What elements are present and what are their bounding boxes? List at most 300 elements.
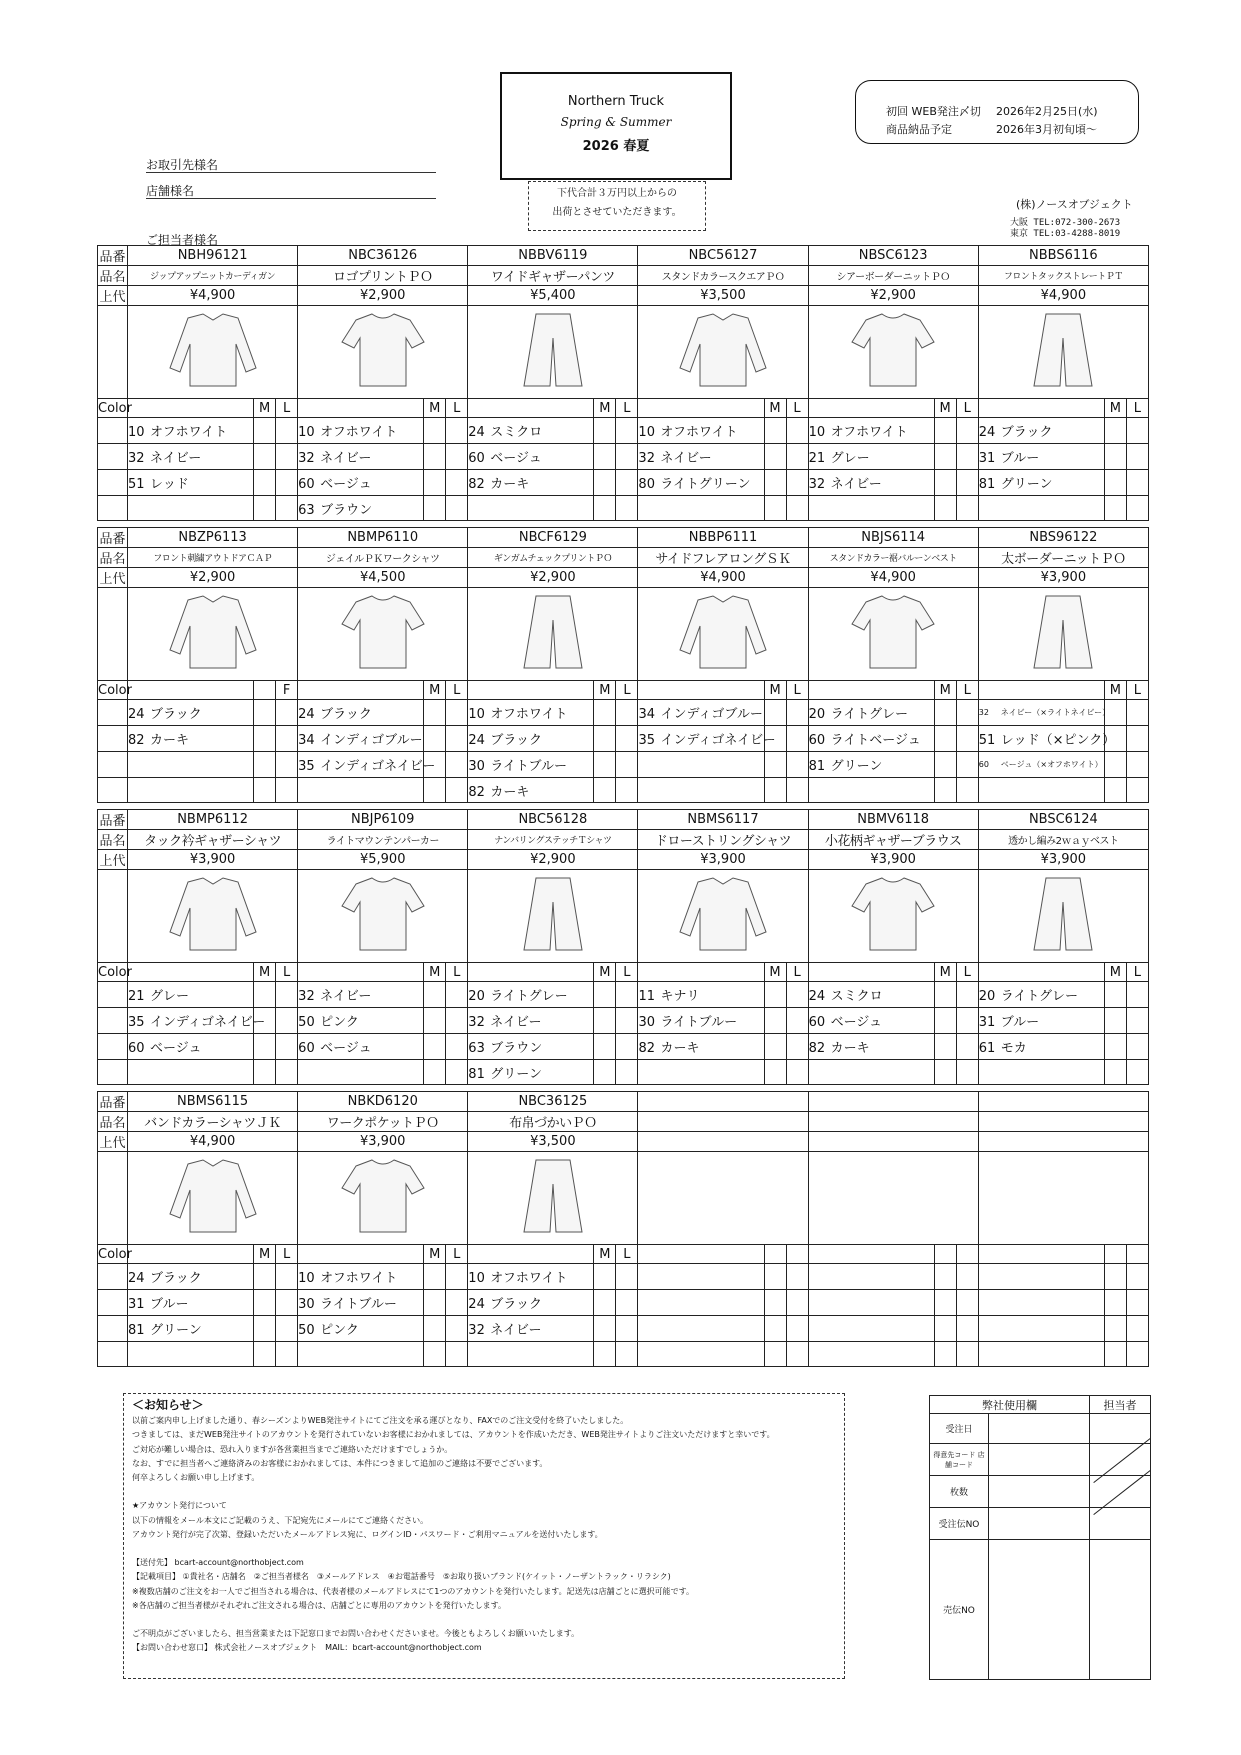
quantity-cell[interactable] bbox=[934, 1342, 956, 1367]
quantity-cell[interactable] bbox=[1126, 470, 1148, 496]
order-date-person[interactable] bbox=[1090, 1414, 1151, 1444]
product-code: NBH96121 bbox=[128, 246, 298, 266]
quantity-cell[interactable] bbox=[764, 1034, 786, 1060]
quantity-cell[interactable] bbox=[616, 1316, 638, 1342]
product-code: NBC56128 bbox=[468, 810, 638, 830]
notice-line: アカウント発行が完了次第、登録いただいたメールアドレス宛に、ログインID・パスワード・ご利用マニュアルを送付いたします。 bbox=[132, 1529, 603, 1539]
quantity-cell[interactable] bbox=[1126, 1316, 1148, 1342]
quantity-cell[interactable] bbox=[254, 778, 276, 803]
color-option bbox=[638, 470, 764, 496]
quantity-cell[interactable] bbox=[956, 778, 978, 803]
quantity-cell[interactable] bbox=[934, 1264, 956, 1290]
quantity-cell[interactable] bbox=[276, 778, 298, 803]
color-code: 50 bbox=[298, 1015, 315, 1030]
quantity-cell[interactable] bbox=[616, 1342, 638, 1367]
quantity-cell[interactable] bbox=[786, 418, 808, 444]
quantity-cell[interactable] bbox=[1126, 1008, 1148, 1034]
product-image bbox=[468, 588, 638, 681]
quantity-cell[interactable] bbox=[276, 444, 298, 470]
quantity-cell[interactable] bbox=[254, 726, 276, 752]
quantity-cell[interactable] bbox=[594, 1342, 616, 1367]
quantity-cell[interactable] bbox=[1104, 752, 1126, 778]
product-code: NBSC6124 bbox=[978, 810, 1148, 830]
quantity-cell[interactable] bbox=[786, 1060, 808, 1085]
quantity-cell[interactable] bbox=[956, 418, 978, 444]
color-name: ネイビー bbox=[320, 989, 372, 1004]
quantity-cell[interactable] bbox=[446, 726, 468, 752]
quantity-cell[interactable] bbox=[956, 1034, 978, 1060]
quantity-cell[interactable] bbox=[764, 470, 786, 496]
color-option bbox=[808, 982, 934, 1008]
quantity-cell[interactable] bbox=[1126, 444, 1148, 470]
quantity-cell[interactable] bbox=[786, 1316, 808, 1342]
quantity-cell[interactable] bbox=[956, 982, 978, 1008]
product-code: NBBS6116 bbox=[978, 246, 1148, 266]
product-image bbox=[128, 870, 298, 963]
color-option bbox=[808, 752, 934, 778]
quantity-cell[interactable] bbox=[276, 1290, 298, 1316]
quantity-cell[interactable] bbox=[1104, 470, 1126, 496]
garment-sketch-icon bbox=[668, 590, 778, 674]
quantity-cell[interactable] bbox=[786, 1034, 808, 1060]
quantity-cell[interactable] bbox=[424, 1060, 446, 1085]
quantity-cell[interactable] bbox=[956, 700, 978, 726]
quantity-cell[interactable] bbox=[764, 1316, 786, 1342]
size-label: M bbox=[424, 399, 446, 418]
quantity-cell[interactable] bbox=[956, 1060, 978, 1085]
quantity-cell[interactable] bbox=[594, 1316, 616, 1342]
quantity-cell[interactable] bbox=[764, 496, 786, 521]
size-label: M bbox=[764, 681, 786, 700]
size-label: M bbox=[424, 681, 446, 700]
order-slip-person[interactable] bbox=[1090, 1508, 1151, 1540]
color-name: ブラック bbox=[490, 1297, 543, 1312]
quantity-cell[interactable] bbox=[446, 444, 468, 470]
quantity-cell[interactable] bbox=[1104, 1264, 1126, 1290]
row-spacer bbox=[98, 726, 128, 752]
color-option bbox=[808, 1342, 934, 1367]
color-option bbox=[808, 444, 934, 470]
quantity-cell[interactable] bbox=[594, 726, 616, 752]
contact-name-field[interactable]: ご担当者様名 bbox=[146, 233, 219, 247]
quantity-cell[interactable] bbox=[764, 752, 786, 778]
quantity-cell[interactable] bbox=[254, 1290, 276, 1316]
quantity-cell[interactable] bbox=[956, 752, 978, 778]
quantity-cell[interactable] bbox=[424, 1316, 446, 1342]
product-code: NBBV6119 bbox=[468, 246, 638, 266]
product-name: サイドフレアロングＳＫ bbox=[638, 548, 808, 568]
product-name: ナンバリングステッチＴシャツ bbox=[468, 830, 638, 850]
quantity-cell[interactable] bbox=[934, 470, 956, 496]
quantity-cell[interactable] bbox=[616, 470, 638, 496]
product-code: NBMS6117 bbox=[638, 810, 808, 830]
color-name: ベージュ bbox=[490, 451, 542, 466]
quantity-cell[interactable] bbox=[616, 982, 638, 1008]
telephone-numbers: 大阪 TEL:072-300-2673 東京 TEL:03-4288-8019 bbox=[1010, 218, 1121, 239]
quantity-cell[interactable] bbox=[956, 1290, 978, 1316]
quantity-cell[interactable] bbox=[934, 1008, 956, 1034]
color-code: 34 bbox=[298, 733, 315, 748]
quantity-cell[interactable] bbox=[424, 444, 446, 470]
quantity-cell[interactable] bbox=[1126, 982, 1148, 1008]
color-name: オフホワイト bbox=[150, 425, 228, 440]
product-price: ¥3,900 bbox=[128, 850, 298, 870]
color-name: ライトブルー bbox=[660, 1015, 738, 1030]
garment-sketch-icon bbox=[328, 308, 438, 392]
quantity-cell[interactable] bbox=[1126, 1342, 1148, 1367]
quantity-cell[interactable] bbox=[956, 1008, 978, 1034]
quantity-cell[interactable] bbox=[254, 1060, 276, 1085]
size-label: M bbox=[254, 399, 276, 418]
quantity-cell[interactable] bbox=[1126, 726, 1148, 752]
quantity-cell[interactable] bbox=[424, 1034, 446, 1060]
color-name: ライトベージュ bbox=[830, 733, 921, 748]
quantity-cell[interactable] bbox=[424, 1342, 446, 1367]
color-name: グリーン bbox=[490, 1066, 543, 1082]
quantity-cell[interactable] bbox=[1104, 1342, 1126, 1367]
quantity-cell[interactable] bbox=[1126, 752, 1148, 778]
row-spacer bbox=[98, 1290, 128, 1316]
quantity-cell[interactable] bbox=[764, 1264, 786, 1290]
quantity-cell[interactable] bbox=[276, 470, 298, 496]
color-option bbox=[298, 778, 424, 803]
product-code bbox=[638, 1092, 808, 1112]
quantity-cell[interactable] bbox=[276, 700, 298, 726]
quantity-cell[interactable] bbox=[786, 1342, 808, 1367]
color-option bbox=[978, 778, 1104, 803]
quantity-cell[interactable] bbox=[446, 1034, 468, 1060]
quantity-cell[interactable] bbox=[594, 1060, 616, 1085]
quantity-cell[interactable] bbox=[1104, 982, 1126, 1008]
quantity-cell[interactable] bbox=[786, 1264, 808, 1290]
quantity-cell[interactable] bbox=[934, 1060, 956, 1085]
quantity-cell[interactable] bbox=[276, 418, 298, 444]
quantity-cell[interactable] bbox=[786, 470, 808, 496]
size-spacer bbox=[638, 1245, 764, 1264]
quantity-cell[interactable] bbox=[1104, 1290, 1126, 1316]
product-code: NBMS6115 bbox=[128, 1092, 298, 1112]
quantity-cell[interactable] bbox=[254, 700, 276, 726]
garment-sketch-icon bbox=[158, 872, 268, 956]
quantity-cell[interactable] bbox=[424, 1264, 446, 1290]
quantity-cell[interactable] bbox=[424, 700, 446, 726]
quantity-cell[interactable] bbox=[764, 982, 786, 1008]
color-option bbox=[808, 418, 934, 444]
quantity-cell[interactable] bbox=[254, 1316, 276, 1342]
color-code: 20 bbox=[808, 707, 826, 722]
color-option bbox=[638, 444, 764, 470]
size-spacer bbox=[638, 681, 764, 700]
quantity-cell[interactable] bbox=[616, 1290, 638, 1316]
product-code: NBJP6109 bbox=[298, 810, 468, 830]
quantity-cell[interactable] bbox=[276, 1264, 298, 1290]
customer-name-field[interactable]: お取引先様名 bbox=[146, 156, 218, 173]
color-option bbox=[128, 470, 254, 496]
quantity-cell[interactable] bbox=[616, 1264, 638, 1290]
size-label: L bbox=[956, 399, 978, 418]
quantity-cell[interactable] bbox=[276, 1008, 298, 1034]
quantity-cell[interactable] bbox=[616, 752, 638, 778]
quantity-cell[interactable] bbox=[446, 1342, 468, 1367]
quantity-cell[interactable] bbox=[956, 496, 978, 521]
product-image bbox=[468, 306, 638, 399]
color-name: ライトブルー bbox=[320, 1297, 397, 1312]
order-date-cell[interactable] bbox=[989, 1414, 1090, 1444]
quantity-cell[interactable] bbox=[616, 726, 638, 752]
color-code: 63 bbox=[468, 1041, 485, 1056]
quantity-cell[interactable] bbox=[934, 444, 956, 470]
quantity-cell[interactable] bbox=[764, 444, 786, 470]
quantity-cell[interactable] bbox=[764, 778, 786, 803]
quantity-cell[interactable] bbox=[254, 496, 276, 521]
color-option bbox=[638, 982, 764, 1008]
color-code: 60 bbox=[808, 1015, 826, 1030]
product-price: ¥2,900 bbox=[128, 568, 298, 588]
color-name: ベージュ bbox=[320, 477, 372, 492]
quantity-cell[interactable] bbox=[786, 444, 808, 470]
quantity-cell[interactable] bbox=[276, 1316, 298, 1342]
quantity-cell[interactable] bbox=[786, 496, 808, 521]
brand-name: Northern Truck bbox=[567, 94, 665, 109]
color-code: 10 bbox=[128, 425, 145, 440]
quantity-cell[interactable] bbox=[254, 1342, 276, 1367]
size-label: L bbox=[446, 681, 468, 700]
quantity-cell[interactable] bbox=[424, 496, 446, 521]
quantity-cell[interactable] bbox=[446, 1060, 468, 1085]
quantity-cell[interactable] bbox=[956, 444, 978, 470]
quantity-cell[interactable] bbox=[1126, 778, 1148, 803]
notice-line: ご対応が難しい場合は、恐れ入りますが各営業担当までご連絡いただけますでしょうか。 bbox=[132, 1444, 453, 1454]
quantity-cell[interactable] bbox=[786, 982, 808, 1008]
quantity-cell[interactable] bbox=[594, 700, 616, 726]
quantity-cell[interactable] bbox=[446, 1264, 468, 1290]
quantity-cell[interactable] bbox=[446, 496, 468, 521]
product-price: ¥3,500 bbox=[638, 286, 808, 306]
sales-slip-person[interactable] bbox=[1090, 1540, 1151, 1680]
quantity-cell[interactable] bbox=[1104, 778, 1126, 803]
quantity-cell[interactable] bbox=[956, 1264, 978, 1290]
quantity-cell[interactable] bbox=[594, 1008, 616, 1034]
quantity-cell[interactable] bbox=[934, 778, 956, 803]
quantity-cell[interactable] bbox=[276, 726, 298, 752]
company-name: (株)ノースオブジェクト bbox=[1016, 198, 1133, 211]
quantity-cell[interactable] bbox=[616, 1060, 638, 1085]
quantity-cell[interactable] bbox=[1126, 1060, 1148, 1085]
quantity-cell[interactable] bbox=[616, 1034, 638, 1060]
quantity-cell[interactable] bbox=[276, 496, 298, 521]
color-code: 51 bbox=[128, 477, 145, 492]
quantity-cell[interactable] bbox=[594, 1034, 616, 1060]
quantity-cell[interactable] bbox=[254, 418, 276, 444]
quantity-cell[interactable] bbox=[1126, 1264, 1148, 1290]
size-label: L bbox=[1126, 681, 1148, 700]
quantity-cell[interactable] bbox=[934, 726, 956, 752]
color-code: 82 bbox=[128, 733, 145, 748]
quantity-cell[interactable] bbox=[424, 1008, 446, 1034]
color-option bbox=[298, 1034, 424, 1060]
notice-line: ※各店舗のご担当者様がそれぞれご注文される場合は、店舗ごとに専用のアカウントを発行いたします。 bbox=[132, 1600, 506, 1610]
color-name: スミクロ bbox=[490, 425, 543, 440]
color-code: 63 bbox=[298, 502, 315, 518]
garment-sketch-icon bbox=[498, 590, 608, 674]
product-price: ¥2,900 bbox=[468, 568, 638, 588]
color-label: Color bbox=[98, 400, 132, 416]
quantity-cell[interactable] bbox=[594, 752, 616, 778]
color-label: Color bbox=[98, 1246, 132, 1262]
quantity-cell[interactable] bbox=[424, 982, 446, 1008]
quantity-cell[interactable] bbox=[764, 418, 786, 444]
product-price: ¥3,900 bbox=[978, 568, 1148, 588]
quantity-cell[interactable] bbox=[594, 778, 616, 803]
quantity-cell[interactable] bbox=[276, 1034, 298, 1060]
quantity-cell[interactable] bbox=[616, 496, 638, 521]
quantity-cell[interactable] bbox=[594, 470, 616, 496]
quantity-cell[interactable] bbox=[934, 1316, 956, 1342]
quantity-cell[interactable] bbox=[786, 1290, 808, 1316]
quantity-cell[interactable] bbox=[1104, 496, 1126, 521]
quantity-cell[interactable] bbox=[594, 444, 616, 470]
quantity-cell[interactable] bbox=[594, 496, 616, 521]
quantity-cell[interactable] bbox=[764, 1342, 786, 1367]
color-option bbox=[978, 1060, 1104, 1085]
color-option bbox=[808, 1316, 934, 1342]
quantity-cell[interactable] bbox=[276, 1060, 298, 1085]
quantity-cell[interactable] bbox=[254, 470, 276, 496]
quantity-cell[interactable] bbox=[934, 496, 956, 521]
order-slip-cell[interactable] bbox=[989, 1508, 1090, 1540]
quantity-cell[interactable] bbox=[616, 444, 638, 470]
row-spacer bbox=[98, 444, 128, 470]
quantity-cell[interactable] bbox=[764, 1060, 786, 1085]
quantity-cell[interactable] bbox=[1104, 418, 1126, 444]
quantity-cell[interactable] bbox=[424, 1290, 446, 1316]
quantity-cell[interactable] bbox=[1104, 1060, 1126, 1085]
quantity-cell[interactable] bbox=[424, 726, 446, 752]
quantity-cell[interactable] bbox=[956, 470, 978, 496]
color-option bbox=[978, 1008, 1104, 1034]
product-code: NBSC6123 bbox=[808, 246, 978, 266]
quantity-cell[interactable] bbox=[594, 1290, 616, 1316]
quantity-cell[interactable] bbox=[446, 1008, 468, 1034]
quantity-cell[interactable] bbox=[934, 1034, 956, 1060]
quantity-cell[interactable] bbox=[276, 982, 298, 1008]
quantity-cell[interactable] bbox=[254, 752, 276, 778]
quantity-cell[interactable] bbox=[786, 700, 808, 726]
quantity-cell[interactable] bbox=[786, 752, 808, 778]
quantity-cell[interactable] bbox=[446, 1316, 468, 1342]
quantity-cell[interactable] bbox=[934, 982, 956, 1008]
color-name: グレー bbox=[830, 451, 870, 466]
quantity-cell[interactable] bbox=[446, 700, 468, 726]
color-name: ブラック bbox=[150, 707, 202, 722]
quantity-cell[interactable] bbox=[764, 1008, 786, 1034]
quantity-cell[interactable] bbox=[934, 418, 956, 444]
quantity-cell[interactable] bbox=[1104, 1008, 1126, 1034]
quantity-cell[interactable] bbox=[989, 1476, 1090, 1508]
quantity-cell[interactable] bbox=[616, 418, 638, 444]
quantity-cell[interactable] bbox=[594, 1264, 616, 1290]
size-spacer bbox=[298, 681, 424, 700]
store-name-field[interactable]: 店舗様名 bbox=[146, 182, 194, 199]
quantity-cell[interactable] bbox=[934, 1290, 956, 1316]
quantity-cell[interactable] bbox=[1126, 700, 1148, 726]
color-option bbox=[468, 1034, 594, 1060]
quantity-cell[interactable] bbox=[764, 700, 786, 726]
quantity-cell[interactable] bbox=[446, 470, 468, 496]
quantity-cell[interactable] bbox=[594, 982, 616, 1008]
quantity-cell[interactable] bbox=[1104, 444, 1126, 470]
color-option bbox=[468, 418, 594, 444]
quantity-cell[interactable] bbox=[446, 752, 468, 778]
quantity-cell[interactable] bbox=[276, 752, 298, 778]
quantity-cell[interactable] bbox=[446, 982, 468, 1008]
quantity-cell[interactable] bbox=[254, 1264, 276, 1290]
quantity-cell[interactable] bbox=[254, 444, 276, 470]
quantity-cell[interactable] bbox=[1104, 1316, 1126, 1342]
color-code: 61 bbox=[978, 1041, 996, 1056]
color-option bbox=[638, 778, 764, 803]
size-label: M bbox=[594, 681, 616, 700]
size-label: M bbox=[594, 399, 616, 418]
quantity-cell[interactable] bbox=[446, 778, 468, 803]
garment-sketch-icon bbox=[158, 308, 268, 392]
quantity-cell[interactable] bbox=[424, 418, 446, 444]
quantity-cell[interactable] bbox=[934, 752, 956, 778]
quantity-cell[interactable] bbox=[1126, 1034, 1148, 1060]
quantity-cell[interactable] bbox=[1126, 496, 1148, 521]
quantity-cell[interactable] bbox=[254, 982, 276, 1008]
color-option bbox=[128, 1316, 254, 1342]
product-name: ジップアップニットカーディガン bbox=[128, 266, 298, 286]
color-name: ネイビー bbox=[490, 1015, 542, 1030]
quantity-cell[interactable] bbox=[786, 726, 808, 752]
quantity-cell[interactable] bbox=[424, 778, 446, 803]
quantity-cell[interactable] bbox=[786, 778, 808, 803]
quantity-cell[interactable] bbox=[254, 1034, 276, 1060]
quantity-cell[interactable] bbox=[786, 1008, 808, 1034]
quantity-cell[interactable] bbox=[956, 726, 978, 752]
customer-code-cell[interactable] bbox=[989, 1444, 1090, 1476]
color-code: 80 bbox=[638, 477, 655, 492]
color-option bbox=[128, 1008, 266, 1034]
quantity-cell[interactable] bbox=[276, 1342, 298, 1367]
quantity-cell[interactable] bbox=[1104, 1034, 1126, 1060]
quantity-cell[interactable] bbox=[1126, 418, 1148, 444]
row-spacer bbox=[98, 778, 128, 803]
quantity-cell[interactable] bbox=[956, 1342, 978, 1367]
color-name: ライトブルー bbox=[490, 759, 568, 774]
sales-slip-cell[interactable] bbox=[989, 1540, 1090, 1680]
quantity-cell[interactable] bbox=[446, 1290, 468, 1316]
quantity-cell[interactable] bbox=[1126, 1290, 1148, 1316]
quantity-cell[interactable] bbox=[956, 1316, 978, 1342]
color-option bbox=[298, 1290, 424, 1316]
quantity-cell[interactable] bbox=[616, 700, 638, 726]
quantity-cell[interactable] bbox=[594, 418, 616, 444]
quantity-cell[interactable] bbox=[616, 1008, 638, 1034]
size-spacer bbox=[468, 399, 594, 418]
quantity-cell[interactable] bbox=[764, 1290, 786, 1316]
color-name: グレー bbox=[150, 989, 190, 1004]
quantity-cell[interactable] bbox=[934, 700, 956, 726]
quantity-cell[interactable] bbox=[424, 470, 446, 496]
size-label: M bbox=[594, 963, 616, 982]
quantity-cell[interactable] bbox=[446, 418, 468, 444]
quantity-cell[interactable] bbox=[616, 778, 638, 803]
color-code: 35 bbox=[638, 733, 655, 748]
color-option bbox=[978, 700, 1111, 726]
product-image bbox=[808, 306, 978, 399]
